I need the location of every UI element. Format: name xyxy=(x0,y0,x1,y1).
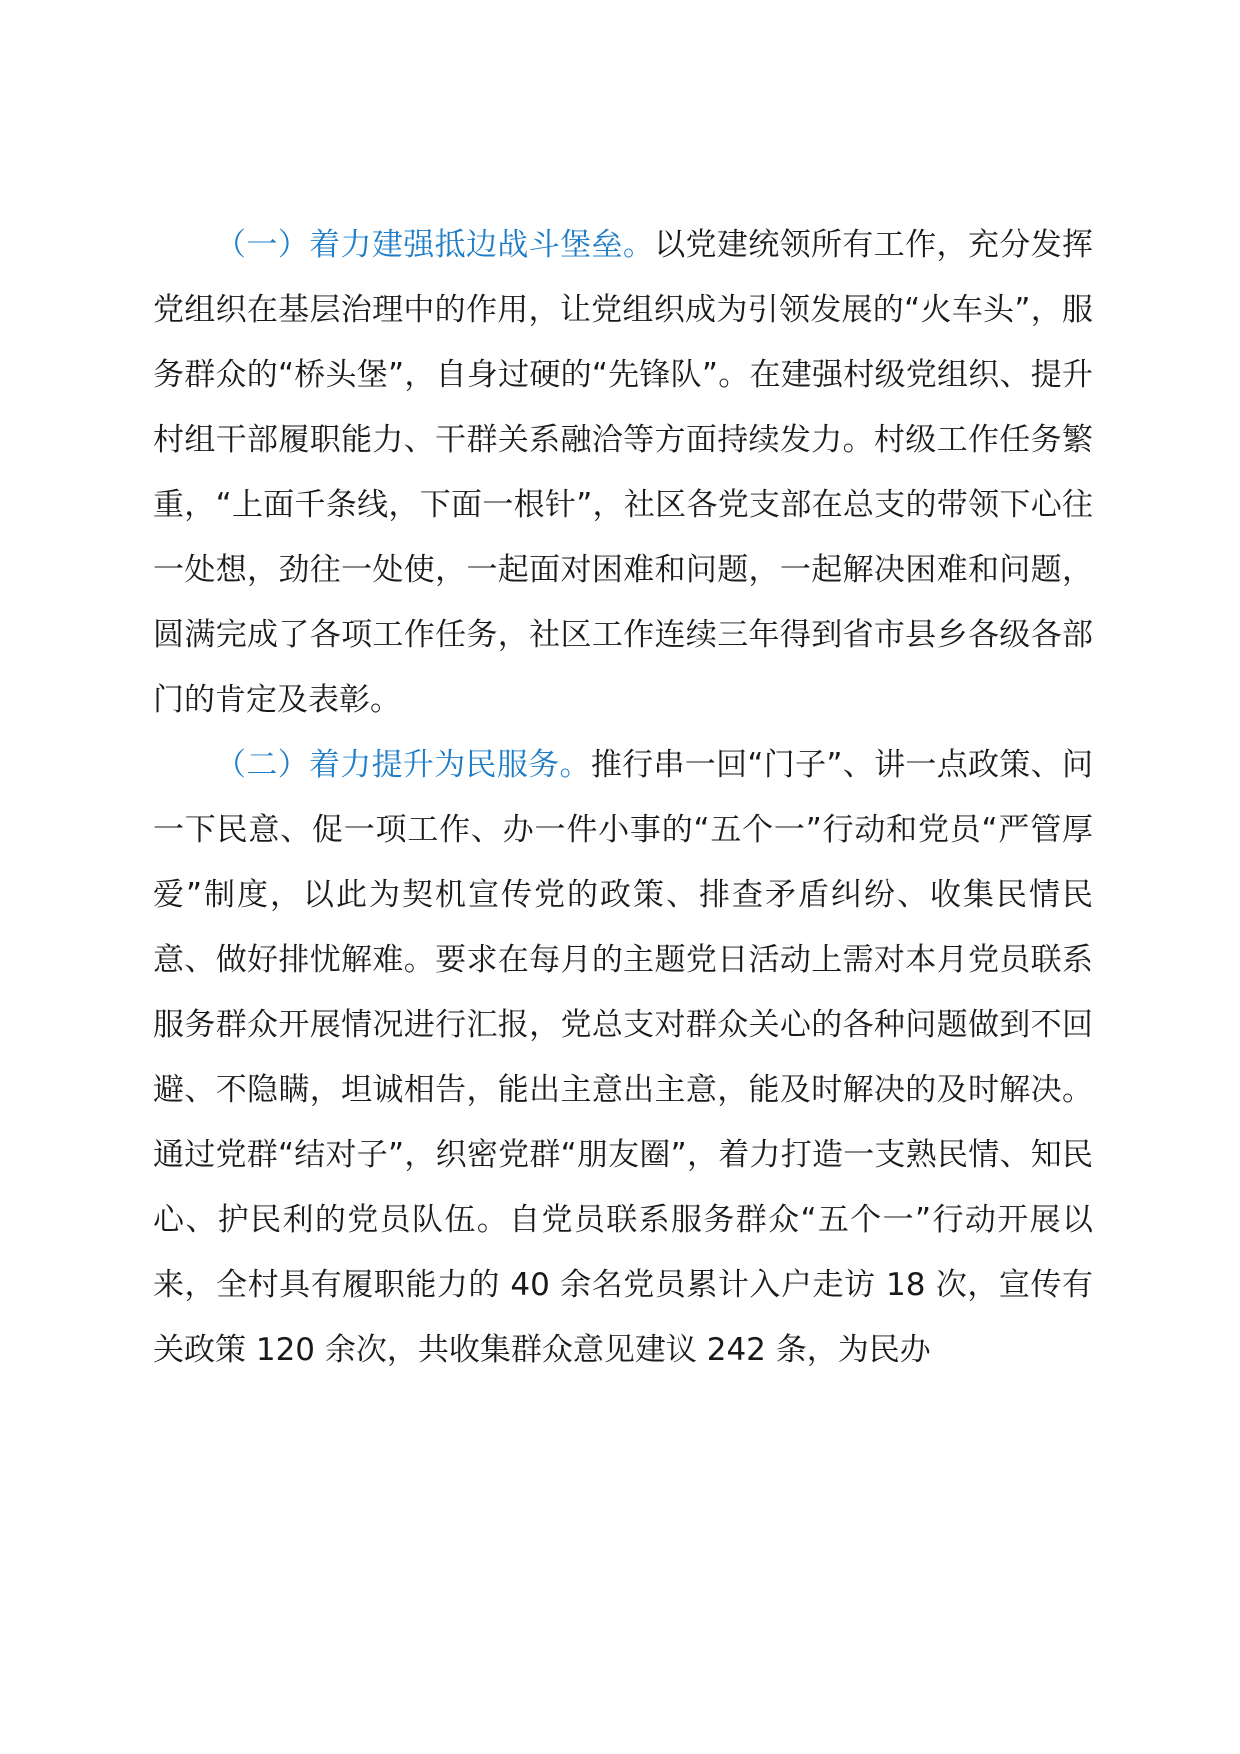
section-heading-2: （二）着力提升为民服务。 xyxy=(215,747,591,783)
section-heading-1: （一）着力建强抵边战斗堡垒。 xyxy=(215,227,655,263)
paragraph-1-body: 以党建统领所有工作，充分发挥党组织在基层治理中的作用，让党组织成为引领发展的“火车头”，服务群众的“桥头堡”，自身过硬的“先锋队”。在建强村级党组织、提升村组干部履职能力、干群关系融洽等方面持续发力。村级工作任务繁重，“上面千条线，下面一根针”，社区各党支部在总支的带领下心往一处想，劲往一处使，一起面对困难和问题，一起解决困难和问题，圆满完成了各项工作任务，社区工作连续三年得到省市县乡各级各部门的肯定及表彰。 xyxy=(153,227,1094,718)
document-body xyxy=(153,213,1093,1383)
paragraph-2-body: 推行串一回“门子”、讲一点政策、问一下民意、促一项工作、办一件小事的“五个一”行动和党员“严管厚爱”制度，以此为契机宣传党的政策、排查矛盾纠纷、收集民情民意、做好排忧解难。要求在每月的主题党日活动上需对本月党员联系服务群众开展情况进行汇报，党总支对群众关心的各种问题做到不回避、不隐瞒，坦诚相告，能出主意出主意，能及时解决的及时解决。通过党群“结对子”，织密党群“朋友圈”，着力打造一支熟民情、知民心、护民利的党员队伍。自党员联系服务群众“五个一”行动开展以来，全村具有履职能力的 40 余名党员累计入户走访 18 次，宣传有关政策 120 余次，共收集群众意见建议 242 条，为民办 xyxy=(153,747,1094,1368)
paragraph-2 xyxy=(153,733,1093,1383)
paragraph-1 xyxy=(153,213,1093,733)
